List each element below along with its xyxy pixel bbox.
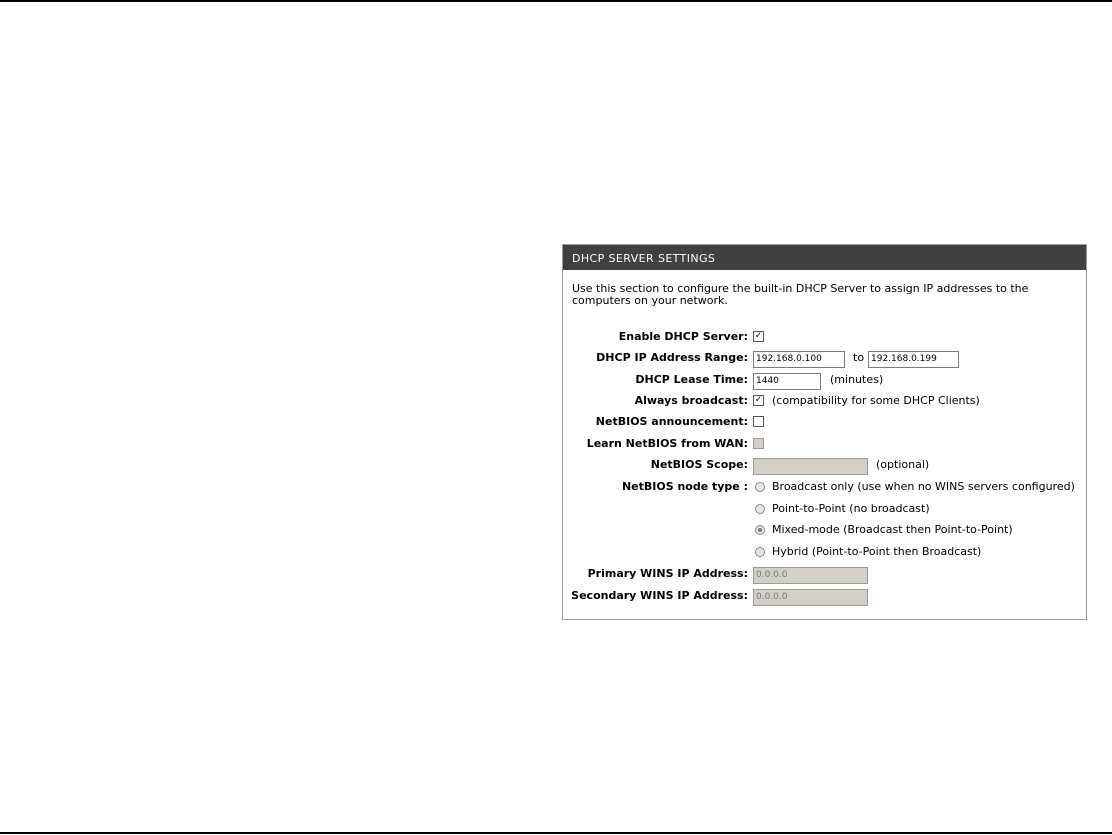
enable-dhcp-row	[563, 327, 1088, 347]
secondary-wins-label: Secondary WINS IP Address:	[571, 589, 748, 602]
node-type-mixed-radio[interactable]	[755, 525, 765, 535]
panel-title: DHCP SERVER SETTINGS	[563, 245, 1086, 270]
always-broadcast-row	[563, 391, 1088, 411]
ip-range-label: DHCP IP Address Range:	[596, 351, 748, 364]
primary-wins-row	[563, 564, 1088, 584]
netbios-scope-row	[563, 455, 1088, 475]
netbios-scope-note: (optional)	[876, 458, 930, 471]
lease-time-row	[563, 370, 1088, 390]
always-broadcast-label: Always broadcast:	[634, 394, 748, 407]
bottom-rule	[0, 832, 1112, 834]
netbios-scope-label: NetBIOS Scope:	[650, 458, 748, 471]
node-type-broadcast-radio[interactable]	[755, 482, 765, 492]
enable-dhcp-label: Enable DHCP Server:	[618, 330, 748, 343]
ip-range-row	[563, 348, 1088, 368]
netbios-announcement-row	[563, 412, 1088, 432]
enable-dhcp-checkbox[interactable]: ✓	[754, 331, 763, 341]
ip-range-end-input[interactable]: 192.168.0.199	[868, 351, 959, 368]
node-type-p2p-row	[563, 499, 1088, 519]
node-type-mixed-label: Mixed-mode (Broadcast then Point-to-Point)	[772, 523, 1013, 536]
lease-time-input[interactable]: 1440	[753, 373, 821, 390]
primary-wins-label: Primary WINS IP Address:	[587, 567, 748, 580]
node-type-mixed-row	[563, 520, 1088, 540]
lease-time-label: DHCP Lease Time:	[635, 373, 748, 386]
node-type-hybrid-radio[interactable]	[755, 547, 765, 557]
learn-netbios-label: Learn NetBIOS from WAN:	[586, 437, 748, 450]
dhcp-server-settings-panel	[562, 244, 1087, 620]
netbios-scope-input[interactable]	[753, 458, 868, 475]
lease-time-unit: (minutes)	[830, 373, 884, 386]
learn-netbios-checkbox[interactable]	[753, 438, 764, 449]
node-type-broadcast-label: Broadcast only (use when no WINS servers configured)	[772, 480, 1075, 493]
node-type-p2p-radio[interactable]	[755, 504, 765, 514]
top-rule	[0, 0, 1112, 2]
always-broadcast-note: (compatibility for some DHCP Clients)	[772, 394, 980, 407]
netbios-announcement-label: NetBIOS announcement:	[595, 415, 748, 428]
always-broadcast-checkbox[interactable]: ✓	[754, 395, 763, 405]
netbios-announcement-checkbox[interactable]	[753, 416, 764, 427]
panel-intro-text: Use this section to configure the built-in DHCP Server to assign IP addresses to the computers on your network.	[572, 282, 1029, 307]
node-type-hybrid-label: Hybrid (Point-to-Point then Broadcast)	[772, 545, 982, 558]
node-type-label: NetBIOS node type :	[621, 480, 748, 493]
node-type-hybrid-row	[563, 542, 1088, 562]
ip-range-start-input[interactable]: 192.168.0.100	[753, 351, 845, 368]
node-type-row	[563, 477, 1088, 497]
secondary-wins-input[interactable]: 0.0.0.0	[753, 589, 868, 606]
secondary-wins-row	[563, 586, 1088, 606]
ip-range-to-text: to	[853, 351, 865, 364]
primary-wins-input[interactable]: 0.0.0.0	[753, 567, 868, 584]
node-type-p2p-label: Point-to-Point (no broadcast)	[772, 502, 930, 515]
learn-netbios-row	[563, 434, 1088, 454]
